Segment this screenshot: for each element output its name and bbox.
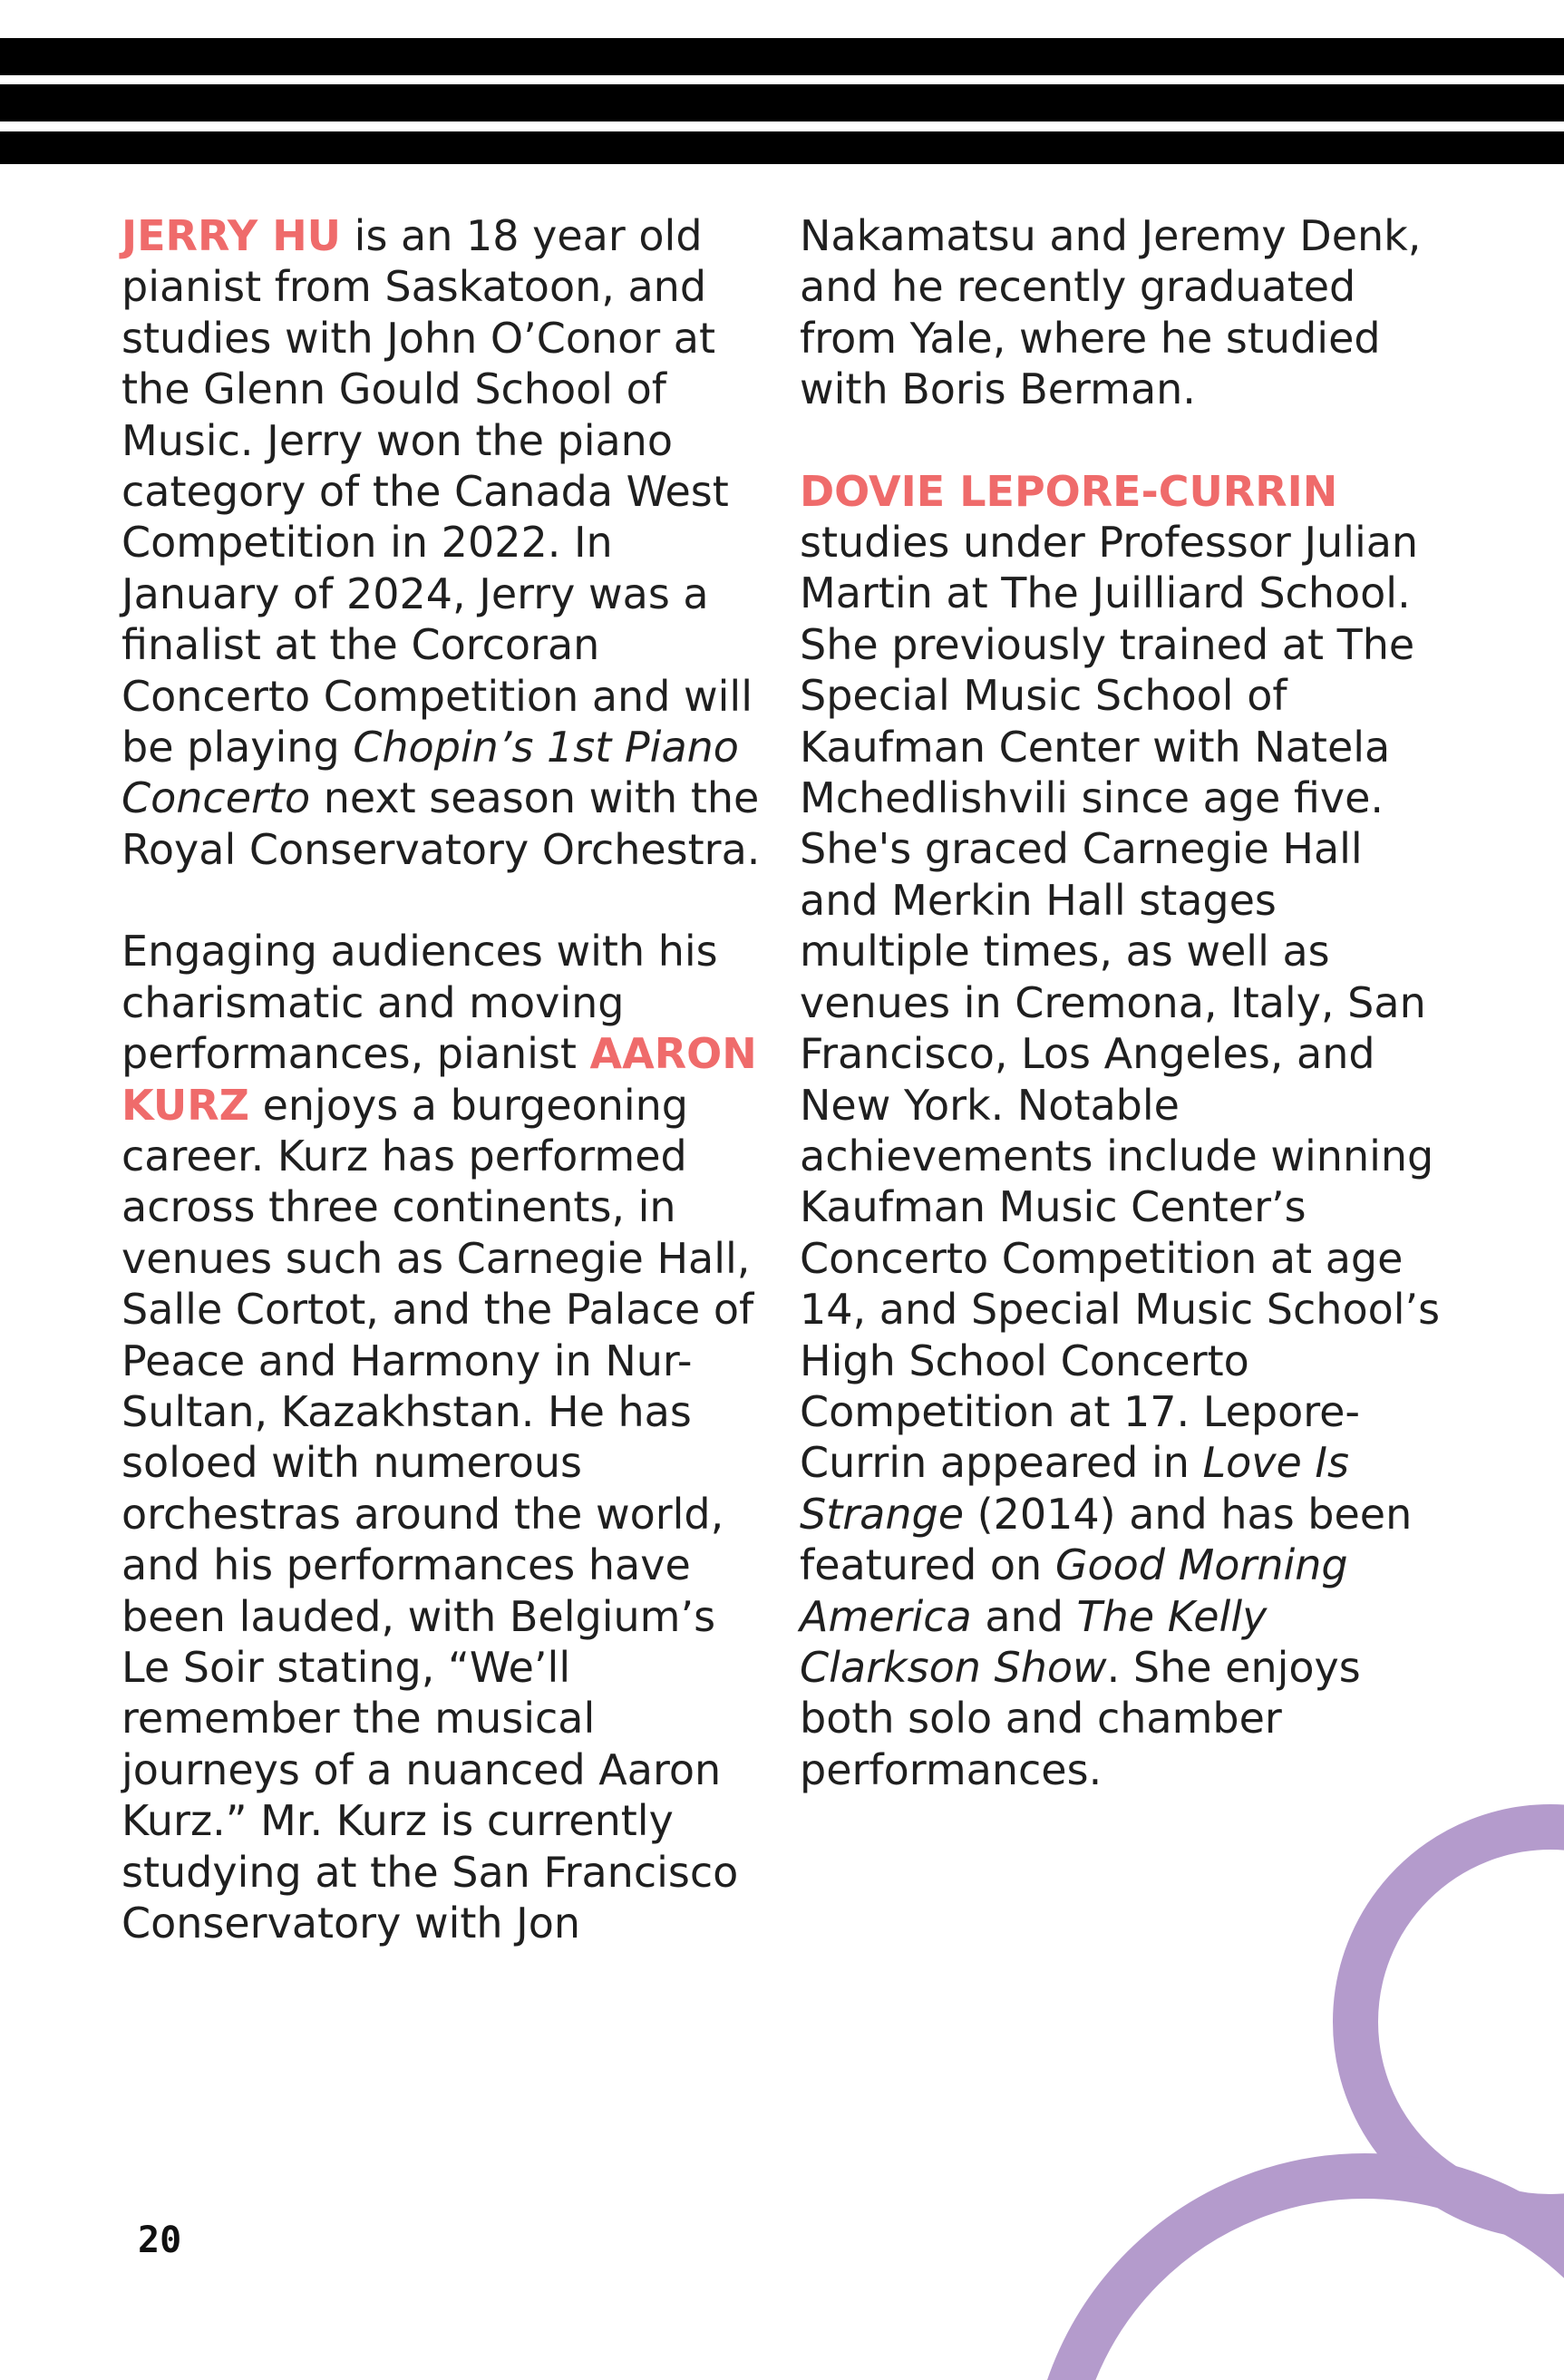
artist-name-aaron-kurz: AARON KURZ: [121, 1029, 757, 1130]
header-stripe-3: [0, 131, 1564, 164]
bio-aaron-kurz-continued: Nakamatsu and Jeremy Denk, and he recently graduated from Yale, where he studied with Boris Berman.: [800, 211, 1422, 414]
right-column: [800, 210, 1452, 1795]
decor-ring-upper: [1355, 1827, 1564, 2217]
left-column: [121, 210, 765, 1948]
bio-jerry-hu: JERRY HU is an 18 year old pianist from Saskatoon, and studies with John O’Conor at the Glenn Gould School of Music. Jerry won the piano category of the Canada West Competition in 2022. In January of 2024, Jerry was a finalist at the Corcoran Concerto Competition and will be playing Chopin’s 1st Piano Concerto next season with the Royal Conservatory Orchestra.: [121, 211, 761, 874]
header-stripe-2: [0, 84, 1564, 121]
artist-name-dovie-lepore-currin: DOVIE LEPORE-CURRIN: [800, 466, 1338, 516]
header-stripe-1: [0, 38, 1564, 75]
page-number: 20: [138, 2220, 182, 2261]
artist-name-jerry-hu: JERRY HU: [121, 211, 342, 260]
bio-aaron-kurz: Engaging audiences with his charismatic and moving performances, pianist AARON KURZ enjoys a burgeoning career. Kurz has performed across three continents, in venues such as Carnegie Hall, Salle Cortot, and the Palace of Peace and Harmony in Nur-Sultan, Kazakhstan. He has soloed with numerous orchestras around the world, and his performances have been lauded, with Belgium’s Le Soir stating, “We’ll remember the musical journeys of a nuanced Aaron Kurz.” Mr. Kurz is currently studying at the San Francisco Conservatory with Jon: [121, 927, 757, 1948]
decor-ring-lower: [1052, 2176, 1564, 2380]
bio-dovie-lepore-currin: DOVIE LEPORE-CURRIN studies under Professor Julian Martin at The Juilliard School. She previously trained at The Special Music School of Kaufman Center with Natela Mchedlishvili since age five. She's graced Carnegie Hall and Merkin Hall stages multiple times, as well as venues in Cremona, Italy, San Francisco, Los Angeles, and New York. Notable achievements include winning Kaufman Music Center’s Concerto Competition at age 14, and Special Music School’s High School Concerto Competition at 17. Lepore-Currin appeared in Love Is Strange (2014) and has been featured on Good Morning America and The Kelly Clarkson Show. She enjoys both solo and chamber performances.: [800, 466, 1441, 1794]
